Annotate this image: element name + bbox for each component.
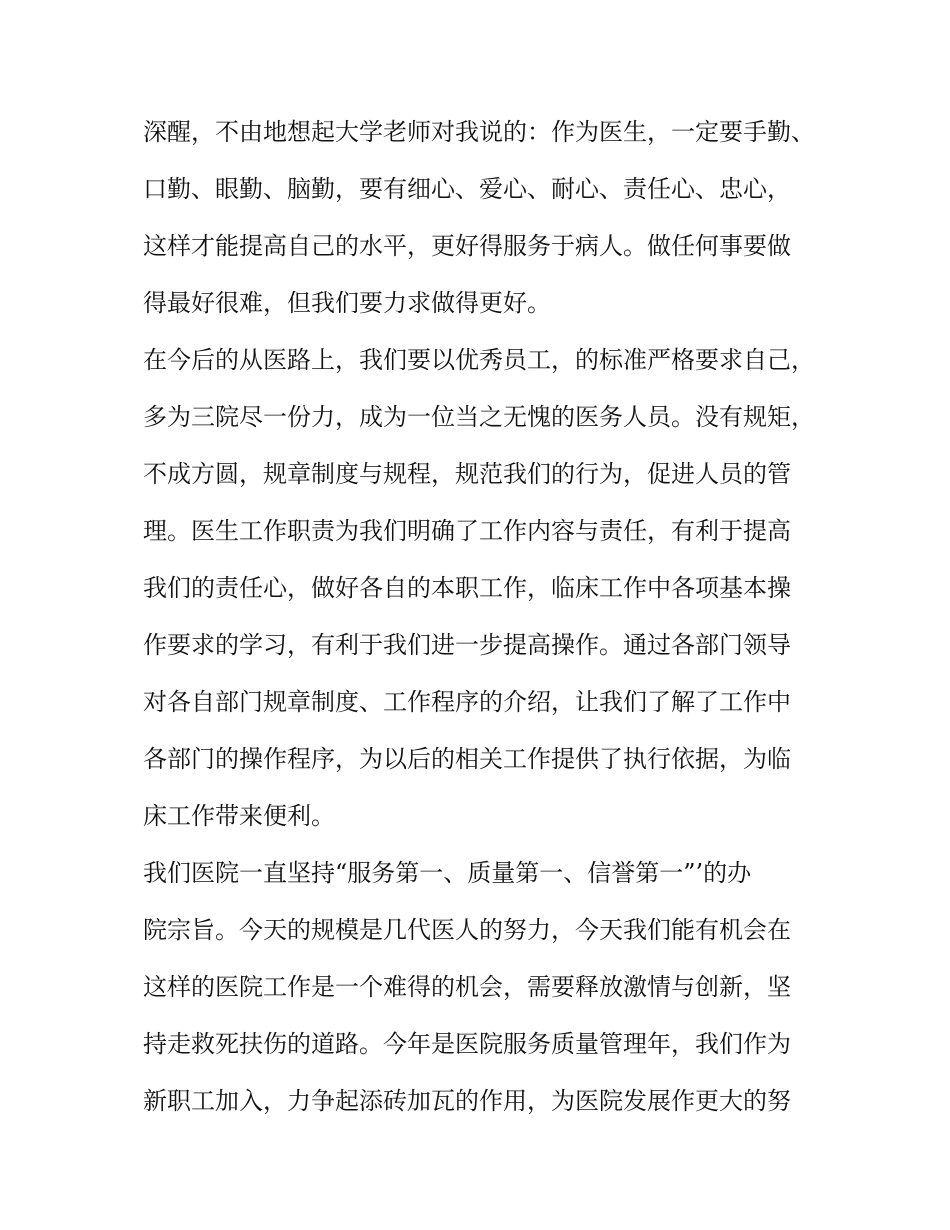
- text-line: 床工作带来便利。: [143, 802, 335, 830]
- text-line: 口勤、眼勤、脑勤，要有细心、爱心、耐心、责任心、忠心，: [143, 175, 791, 203]
- text-line: 理。医生工作职责为我们明确了工作内容与责任，有利于提高: [143, 517, 791, 545]
- text-line: 新职工加入，力争起添砖加瓦的作用，为医院发展作更大的努: [143, 1087, 791, 1115]
- text-line: 各部门的操作程序，为以后的相关工作提供了执行依据，为临: [143, 745, 791, 773]
- body-text: [143, 104, 843, 1130]
- text-line: 作要求的学习，有利于我们进一步提高操作。通过各部门领导: [143, 631, 791, 659]
- text-line: 持走救死扶伤的道路。今年是医院服务质量管理年，我们作为: [143, 1030, 791, 1058]
- text-line: 我们医院一直坚持“服务第一、质量第一、信誉第一”’的办: [143, 859, 752, 887]
- text-line: 在今后的从医路上，我们要以优秀员工，的标准严格要求自己，: [143, 346, 815, 374]
- text-line: 深醒，不由地想起大学老师对我说的：作为医生，一定要手勤、: [143, 118, 815, 146]
- text-line: 对各自部门规章制度、工作程序的介绍，让我们了解了工作中: [143, 688, 791, 716]
- text-line: 院宗旨。今天的规模是几代医人的努力，今天我们能有机会在: [143, 916, 791, 944]
- text-line: 这样才能提高自己的水平，更好得服务于病人。做任何事要做: [143, 232, 791, 260]
- text-line: 多为三院尽一份力，成为一位当之无愧的医务人员。没有规矩，: [143, 403, 815, 431]
- text-line: 不成方圆，规章制度与规程，规范我们的行为，促进人员的管: [143, 460, 791, 488]
- text-line: 我们的责任心，做好各自的本职工作，临床工作中各项基本操: [143, 574, 791, 602]
- text-line: 这样的医院工作是一个难得的机会，需要释放激情与创新，坚: [143, 973, 791, 1001]
- text-line: 得最好很难，但我们要力求做得更好。: [143, 289, 551, 317]
